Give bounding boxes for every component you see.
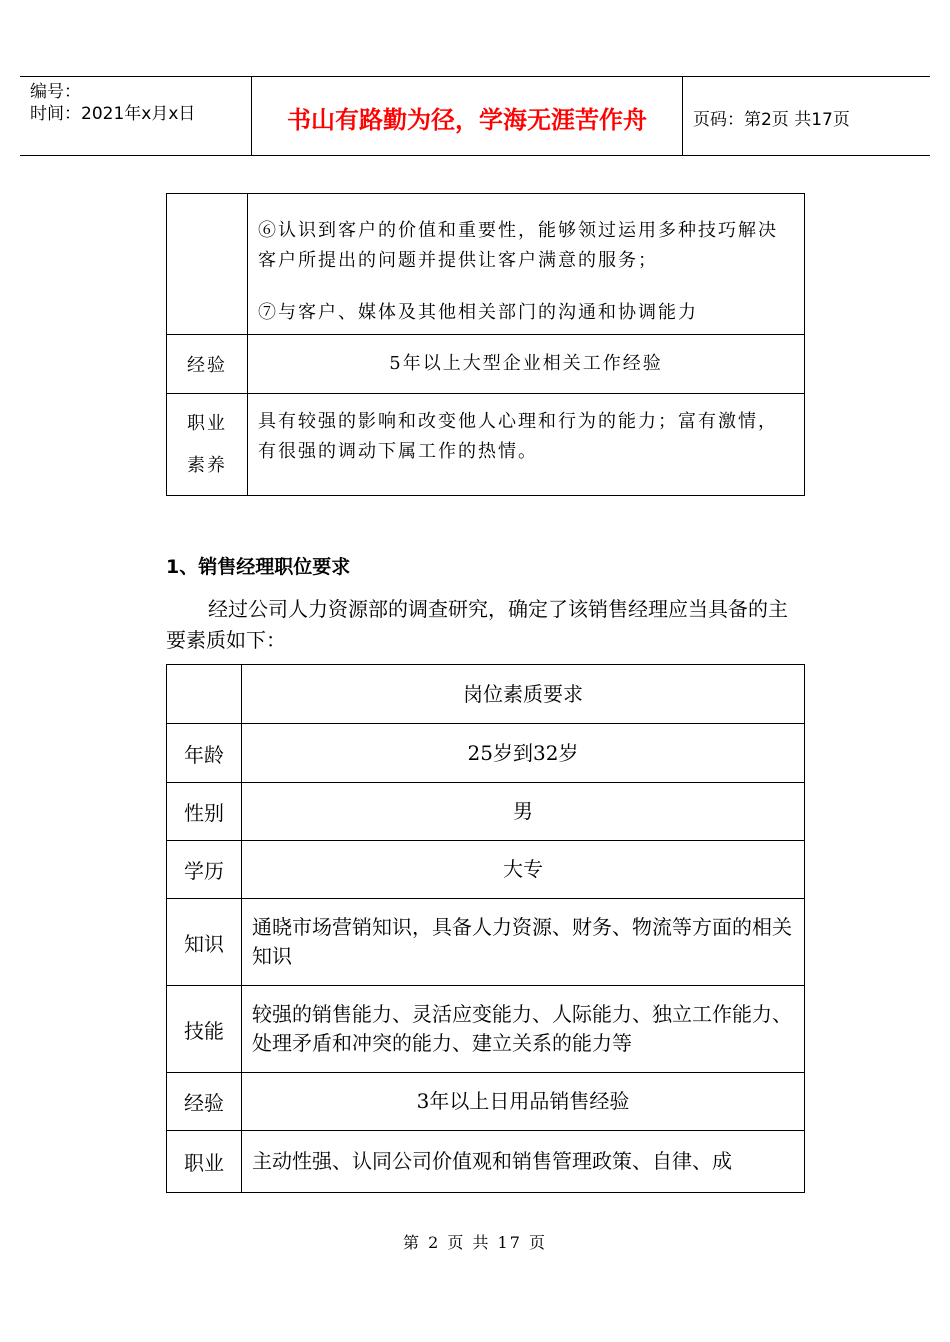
label-line: 素养 xyxy=(187,454,227,476)
table-row xyxy=(167,841,805,899)
table-cell-value: 5年以上大型企业相关工作经验 xyxy=(248,335,805,394)
table-cell-label: 学历 xyxy=(167,841,242,899)
section-title: 1、销售经理职位要求 xyxy=(166,556,351,578)
table-cell-value: 3年以上日用品销售经验 xyxy=(242,1073,805,1131)
ability-item: ⑦与客户、媒体及其他相关部门的沟通和协调能力 xyxy=(258,302,698,323)
table-cell-value: 主动性强、认同公司价值观和销售管理政策、自律、成 xyxy=(242,1131,805,1193)
header-meta xyxy=(30,81,195,125)
table-cell-value: 大专 xyxy=(242,841,805,899)
header-time: 时间：2021年x月x日 xyxy=(30,104,196,124)
table-row xyxy=(167,1131,805,1193)
table-cell-value: 具有较强的影响和改变他人心理和行为的能力；富有激情，有很强的调动下属工作的热情。 xyxy=(248,394,805,496)
table-cell-value: 通晓市场营销知识，具备人力资源、财务、物流等方面的相关知识 xyxy=(242,899,805,986)
table-cell-label: 经验 xyxy=(167,1073,242,1131)
table-header-row xyxy=(167,665,805,724)
table-cell-label: 性别 xyxy=(167,783,242,841)
table-row xyxy=(167,194,805,335)
table-cell-label: 经验 xyxy=(167,335,248,394)
sales-manager-requirements-table xyxy=(166,664,805,1193)
table-header: 岗位素质要求 xyxy=(242,665,805,724)
table-cell-value: 男 xyxy=(242,783,805,841)
table-cell-label xyxy=(167,194,248,335)
page-header xyxy=(20,76,930,156)
table-row xyxy=(167,986,805,1073)
table-cell-label: 职业 xyxy=(167,1131,242,1193)
table-cell-label xyxy=(167,394,248,496)
header-motto: 书山有路勤为径，学海无涯苦作舟 xyxy=(287,105,647,134)
table-cell-value: 较强的销售能力、灵活应变能力、人际能力、独立工作能力、处理矛盾和冲突的能力、建立关系的能力等 xyxy=(242,986,805,1073)
ability-item: ⑥认识到客户的价值和重要性，能够领过运用多种技巧解决客户所提出的问题并提供让客户满意的服务； xyxy=(258,220,778,271)
table-row xyxy=(167,1073,805,1131)
header-page-number: 页码：第2页 共17页 xyxy=(693,109,850,130)
table-row xyxy=(167,394,805,496)
page-footer: 第 2 页 共 17 页 xyxy=(403,1233,547,1252)
header-divider xyxy=(682,77,683,155)
intro-paragraph: 经过公司人力资源部的调查研究，确定了该销售经理应当具备的主要素质如下： xyxy=(166,597,788,652)
qualification-table-continued xyxy=(166,193,805,496)
table-cell-value xyxy=(248,194,805,335)
label-line: 职业 xyxy=(187,412,227,434)
table-row xyxy=(167,899,805,986)
table-cell-empty xyxy=(167,665,242,724)
table-row xyxy=(167,724,805,783)
table-row xyxy=(167,335,805,394)
table-cell-label: 技能 xyxy=(167,986,242,1073)
table-row xyxy=(167,783,805,841)
table-cell-value: 25岁到32岁 xyxy=(242,724,805,783)
table-cell-label: 年龄 xyxy=(167,724,242,783)
table-cell-label: 知识 xyxy=(167,899,242,986)
header-number: 编号： xyxy=(30,82,81,102)
